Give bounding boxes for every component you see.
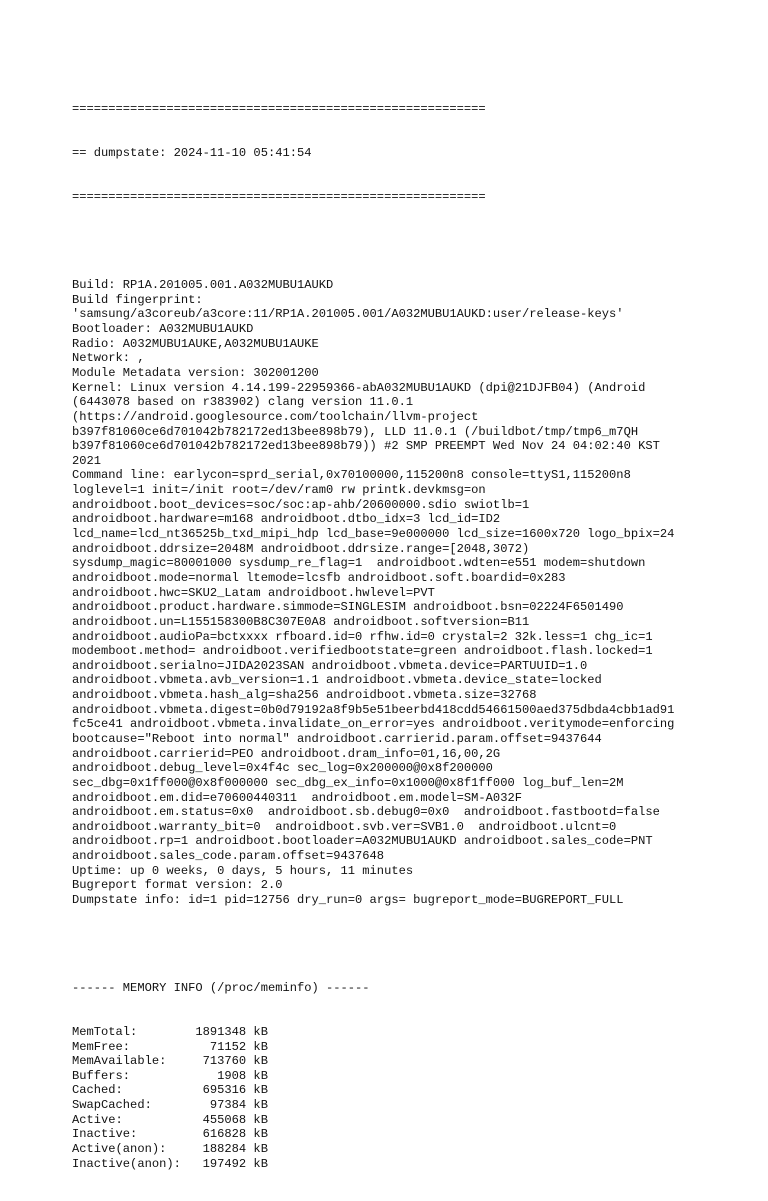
memory-info-heading: ------ MEMORY INFO (/proc/meminfo) ------ — [72, 980, 370, 995]
log-line: Bootloader: A032MUBU1AUKD — [72, 322, 254, 337]
log-line: androidboot.ddrsize=2048M androidboot.ddrsize.range=[2048,3072) — [72, 541, 530, 556]
log-line: Build: RP1A.201005.001.A032MUBU1AUKD — [72, 278, 334, 293]
meminfo-line: Inactive(anon): 197492 kB — [72, 1156, 268, 1171]
log-line: sysdump_magic=80001000 sysdump_re_flag=1 androidboot.wdten=e551 modem=shutdown — [72, 556, 646, 571]
log-line: androidboot.audioPa=bctxxxx rfboard.id=0 rfhw.id=0 crystal=2 32k.less=1 chg_ic=1 — [72, 629, 653, 644]
log-line: androidboot.em.did=e70600440311 androidboot.em.model=SM-A032F — [72, 790, 522, 805]
dumpstate-title: == dumpstate: 2024-11-10 05:41:54 — [72, 146, 312, 161]
log-line: 'samsung/a3coreub/a3core:11/RP1A.201005.001/A032MUBU1AUKD:user/release-keys' — [72, 307, 624, 322]
dumpstate-log — [72, 73, 752, 1201]
log-line: b397f81060ce6d701042b782172ed13bee898b79), LLD 11.0.1 (/buildbot/tmp/tmp6_m7QH — [72, 424, 639, 439]
header-rule-bottom: ========================================================= — [72, 190, 486, 205]
log-line: (https://android.googlesource.com/toolchain/llvm-project — [72, 409, 479, 424]
log-line: Kernel: Linux version 4.14.199-22959366-abA032MUBU1AUKD (dpi@21DJFB04) (Android — [72, 380, 646, 395]
log-line: Network: , — [72, 351, 145, 366]
log-line: sec_dbg=0x1ff000@0x8f000000 sec_dbg_ex_info=0x1000@0x8f1ff000 log_buf_len=2M — [72, 775, 624, 790]
log-line: androidboot.serialno=JIDA2023SAN androidboot.vbmeta.device=PARTUUID=1.0 — [72, 658, 588, 673]
meminfo-line: MemTotal: 1891348 kB — [72, 1024, 268, 1039]
header-rule-top: ========================================================= — [72, 102, 486, 117]
log-line: fc5ce41 androidboot.vbmeta.invalidate_on_error=yes androidboot.veritymode=enforcing — [72, 717, 675, 732]
meminfo-line: Active(anon): 188284 kB — [72, 1142, 268, 1157]
log-line: androidboot.hardware=m168 androidboot.dtbo_idx=3 lcd_id=ID2 — [72, 512, 501, 527]
log-line: (6443078 based on r383902) clang version 11.0.1 — [72, 395, 414, 410]
log-line: androidboot.debug_level=0x4f4c sec_log=0x200000@0x8f200000 — [72, 761, 493, 776]
build-info-block — [72, 278, 752, 908]
log-line: androidboot.vbmeta.digest=0b0d79192a8f9b5e51beerbd418cdd54661500aed375dbda4cbb1ad91 — [72, 702, 675, 717]
blank-line — [72, 234, 752, 249]
meminfo-line: MemAvailable: 713760 kB — [72, 1054, 268, 1069]
log-line: Dumpstate info: id=1 pid=12756 dry_run=0 args= bugreport_mode=BUGREPORT_FULL — [72, 893, 624, 908]
log-line: androidboot.warranty_bit=0 androidboot.svb.ver=SVB1.0 androidboot.ulcnt=0 — [72, 819, 617, 834]
log-line: b397f81060ce6d701042b782172ed13bee898b79)) #2 SMP PREEMPT Wed Nov 24 04:02:40 KST — [72, 439, 660, 454]
log-line: Build fingerprint: — [72, 292, 203, 307]
log-line: androidboot.un=L155158300B8C307E0A8 androidboot.softversion=B11 — [72, 614, 530, 629]
meminfo-line: SwapCached: 97384 kB — [72, 1098, 268, 1113]
meminfo-line: Buffers: 1908 kB — [72, 1068, 268, 1083]
log-line: lcd_name=lcd_nt36525b_txd_mipi_hdp lcd_base=9e000000 lcd_size=1600x720 logo_bpix=24 — [72, 527, 675, 542]
log-line: Radio: A032MUBU1AUKE,A032MUBU1AUKE — [72, 336, 319, 351]
meminfo-line: MemFree: 71152 kB — [72, 1039, 268, 1054]
log-line: androidboot.carrierid=PEO androidboot.dram_info=01,16,00,2G — [72, 746, 501, 761]
log-line: modemboot.method= androidboot.verifiedbootstate=green androidboot.flash.locked=1 — [72, 644, 653, 659]
log-line: Uptime: up 0 weeks, 0 days, 5 hours, 11 minutes — [72, 863, 414, 878]
log-line: androidboot.em.status=0x0 androidboot.sb.debug0=0x0 androidboot.fastbootd=false — [72, 805, 660, 820]
memory-info-block — [72, 1025, 752, 1171]
log-line: androidboot.hwc=SKU2_Latam androidboot.hwlevel=PVT — [72, 585, 435, 600]
log-line: 2021 — [72, 453, 102, 468]
meminfo-line: Active: 455068 kB — [72, 1112, 268, 1127]
log-line: androidboot.sales_code.param.offset=9437648 — [72, 849, 385, 864]
log-line: Module Metadata version: 302001200 — [72, 365, 319, 380]
log-line: Command line: earlycon=sprd_serial,0x70100000,115200n8 console=ttyS1,115200n8 — [72, 468, 631, 483]
log-line: Bugreport format version: 2.0 — [72, 878, 283, 893]
log-line: androidboot.mode=normal ltemode=lcsfb androidboot.soft.boardid=0x283 — [72, 570, 566, 585]
log-line: bootcause="Reboot into normal" androidboot.carrierid.param.offset=9437644 — [72, 731, 602, 746]
log-line: androidboot.rp=1 androidboot.bootloader=A032MUBU1AUKD androidboot.sales_code=PNT — [72, 834, 653, 849]
meminfo-line: Inactive: 616828 kB — [72, 1127, 268, 1142]
log-line: androidboot.vbmeta.avb_version=1.1 androidboot.vbmeta.device_state=locked — [72, 673, 602, 688]
meminfo-line: Cached: 695316 kB — [72, 1083, 268, 1098]
log-line: loglevel=1 init=/init root=/dev/ram0 rw printk.devkmsg=on — [72, 483, 486, 498]
blank-line — [72, 937, 752, 952]
log-line: androidboot.vbmeta.hash_alg=sha256 androidboot.vbmeta.size=32768 — [72, 688, 537, 703]
log-line: androidboot.product.hardware.simmode=SINGLESIM androidboot.bsn=02224F6501490 — [72, 600, 624, 615]
log-line: androidboot.boot_devices=soc/soc:ap-ahb/20600000.sdio swiotlb=1 — [72, 497, 530, 512]
